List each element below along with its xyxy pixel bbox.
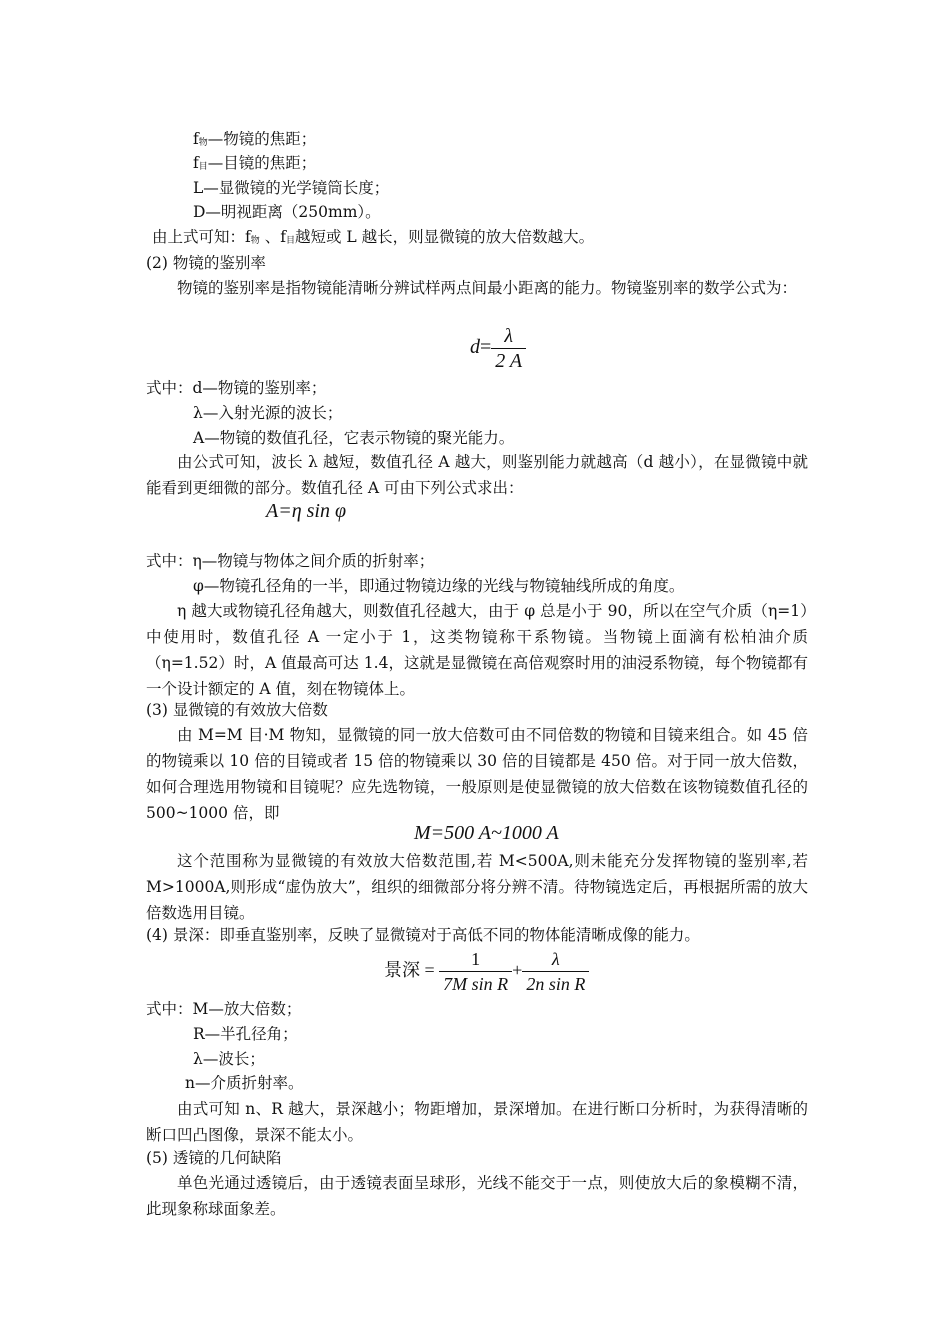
where-n: n—介质折射率。 xyxy=(185,1074,304,1092)
text: 越短或 L 越长，则显微镜的放大倍数越大。 xyxy=(294,228,595,246)
formula-aperture: A=η sin φ xyxy=(266,500,347,522)
formula-lhs: 景深 = xyxy=(384,960,435,980)
symbol: f xyxy=(193,154,199,172)
fraction-1 xyxy=(439,947,512,996)
subscript: 物 xyxy=(198,138,208,148)
numerator: λ xyxy=(491,324,526,349)
def-L: L—显微镜的光学镜筒长度； xyxy=(193,179,390,197)
plus-sign: + xyxy=(512,960,523,980)
paragraph-aperture: 由公式可知，波长 λ 越短，数值孔径 A 越大，则鉴别能力就越高（d 越小），在显微镜中就能看到更细微的部分。数值孔径 A 可由下列公式求出： xyxy=(146,453,808,497)
paragraph-depth-conclusion: 由式可知 n、R 越大，景深越小；物距增加，景深增加。在进行断口分析时，为获得清晰的断口凹凸图像，景深不能太小。 xyxy=(146,1100,808,1144)
paragraph-immersion: η 越大或物镜孔径角越大，则数值孔径越大，由于 φ 总是小于 90，所以在空气介质（η=1）中使用时，数值孔径 A 一定小于 1，这类物镜称干系物镜。当物镜上面滴有松柏油介质（η=1.52）时，A 值最高可达 1.4，这就是显微镜在高倍观察时用的油浸系物镜，每个物镜都有一个设计额定的 A 值，刻在物镜体上。 xyxy=(146,602,808,698)
numerator: 1 xyxy=(439,947,512,972)
where-phi: φ—物镜孔径角的一半，即通过物镜边缘的光线与物镜轴线所成的角度。 xyxy=(193,577,685,595)
fraction-2 xyxy=(522,947,589,996)
text: 、f xyxy=(259,228,286,246)
where-A: A—物镜的数值孔径，它表示物镜的聚光能力。 xyxy=(193,429,515,447)
definition-text: —物镜的焦距； xyxy=(207,130,317,148)
formula-effective-magnification: M=500 A~1000 A xyxy=(414,822,559,844)
symbol: f xyxy=(193,130,199,148)
formula-depth-of-field xyxy=(384,945,589,996)
paragraph-spherical-aberration: 单色光通过透镜后，由于透镜表面呈球形，光线不能交于一点，则使放大后的象模糊不清，此现象称球面象差。 xyxy=(146,1174,808,1218)
heading-geometric-defects: (5) 透镜的几何缺陷 xyxy=(146,1149,282,1167)
numerator: λ xyxy=(522,947,589,972)
fraction xyxy=(491,324,526,373)
subscript: 目 xyxy=(285,236,295,246)
formula-lhs: d xyxy=(470,336,480,358)
formula-resolution xyxy=(470,323,526,373)
subscript: 物 xyxy=(250,236,260,246)
heading-resolution: (2) 物镜的鉴别率 xyxy=(146,254,266,272)
subscript: 目 xyxy=(198,162,208,172)
heading-magnification: (3) 显微镜的有效放大倍数 xyxy=(146,701,328,719)
equals-sign: = xyxy=(480,336,492,358)
paragraph-magnification: 由 M=M 目·M 物知，显微镜的同一放大倍数可由不同倍数的物镜和目镜来组合。如 45 倍的物镜乘以 10 倍的目镜或者 15 倍的物镜乘以 30 倍的目镜都是 450 倍。对于同一放大倍数，如何合理选用物镜和目镜呢？应先选物镜，一般原则是使显微镜的放大倍数在该物镜数值孔径的 500~1000 倍，即 xyxy=(146,726,808,822)
denominator: 7M sin R xyxy=(443,974,509,995)
denominator: 2n sin R xyxy=(526,974,586,995)
where-R: R—半孔径角； xyxy=(193,1025,298,1043)
definition-text: —目镜的焦距； xyxy=(207,154,317,172)
text: 由上式可知：f xyxy=(152,228,251,246)
where-M: 式中：M—放大倍数； xyxy=(146,1000,302,1018)
where-wavelength: λ—波长； xyxy=(193,1050,265,1068)
paragraph-resolution: 物镜的鉴别率是指物镜能清晰分辨试样两点间最小距离的能力。物镜鉴别率的数学公式为： xyxy=(177,279,798,297)
paragraph-effective-range: 这个范围称为显微镜的有效放大倍数范围,若 M<500A,则未能充分发挥物镜的鉴别率,若 M>1000A,则形成“虚伪放大”，组织的细微部分将分辨不清。待物镜选定后，再根据所需的放大倍数选用目镜。 xyxy=(146,852,808,922)
where-d: 式中：d—物镜的鉴别率； xyxy=(146,379,327,397)
def-D: D—明视距离（250mm）。 xyxy=(193,203,381,221)
heading-depth-of-field: (4) 景深：即垂直鉴别率，反映了显微镜对于高低不同的物体能清晰成像的能力。 xyxy=(146,926,700,944)
where-eta: 式中：η—物镜与物体之间介质的折射率； xyxy=(146,552,435,570)
denominator: 2 A xyxy=(495,349,523,372)
where-lambda: λ—入射光源的波长； xyxy=(193,404,343,422)
